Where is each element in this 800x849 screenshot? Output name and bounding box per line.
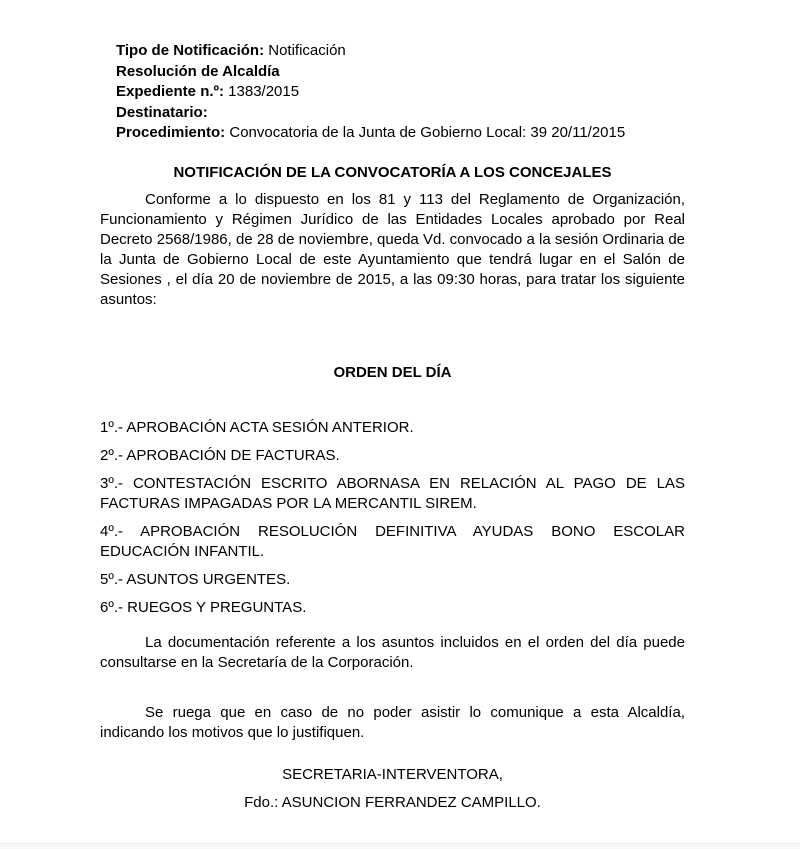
page-bottom-edge (0, 843, 800, 849)
closing-paragraph-absence: Se ruega que en caso de no poder asistir lo comunique a esta Alcaldía, indicando los motivos que lo justifiquen. (100, 703, 685, 741)
agenda-item-3: 3º.- CONTESTACIÓN ESCRITO ABORNASA EN RELACIÓN AL PAGO DE LAS FACTURAS IMPAGADAS POR LA MERCANTIL SIREM. (100, 474, 685, 512)
meta-label: Tipo de Notificación: (116, 42, 265, 59)
meta-label: Resolución de Alcaldía (116, 62, 280, 80)
signature-name: Fdo.: ASUNCION FERRANDEZ CAMPILLO. (244, 793, 541, 811)
document-title: NOTIFICACIÓN DE LA CONVOCATORÍA A LOS CONCEJALES (173, 163, 612, 181)
meta-line-resolucion-alcaldia (116, 62, 685, 83)
intro-paragraph: Conforme a lo dispuesto en los 81 y 113 del Reglamento de Organización, Funcionamiento y Régimen Jurídico de las Entidades Locales aprobado por Real Decreto 2568/1986, de 28 de noviembre, queda Vd. convocado a la sesión Ordinaria de la Junta de Gobierno Local de este Ayuntamiento que tendrá lugar en el Salón de Sesiones , el día 20 de noviembre de 2015, a las 09:30 horas, para tratar los siguiente asuntos: (100, 190, 685, 308)
meta-line-expediente (116, 82, 685, 103)
agenda-heading: ORDEN DEL DÍA (333, 363, 452, 381)
meta-label: Destinatario: (116, 103, 208, 121)
closing-paragraph-documentation: La documentación referente a los asuntos incluidos en el orden del día puede consultarse en la Secretaría de la Corporación. (100, 633, 685, 671)
signature-role: SECRETARIA-INTERVENTORA, (282, 765, 503, 783)
meta-label: Expediente n.º: (116, 83, 224, 100)
document-meta-block (116, 41, 685, 144)
agenda-item-6: 6º.- RUEGOS Y PREGUNTAS. (100, 598, 307, 616)
agenda-item-5: 5º.- ASUNTOS URGENTES. (100, 570, 291, 588)
meta-line-destinatario (116, 103, 685, 124)
meta-label: Procedimiento: (116, 124, 226, 141)
agenda-item-4: 4º.- APROBACIÓN RESOLUCIÓN DEFINITIVA AYUDAS BONO ESCOLAR EDUCACIÓN INFANTIL. (100, 522, 685, 560)
agenda-item-2: 2º.- APROBACIÓN DE FACTURAS. (100, 446, 340, 464)
meta-value: Convocatoria de la Junta de Gobierno Local: 39 20/11/2015 (225, 124, 626, 141)
agenda-item-1: 1º.- APROBACIÓN ACTA SESIÓN ANTERIOR. (100, 418, 414, 436)
meta-line-tipo-notificacion (116, 41, 685, 62)
meta-value: Notificación (264, 42, 346, 59)
meta-value: 1383/2015 (224, 83, 300, 100)
notification-document (100, 41, 685, 813)
meta-line-procedimiento (116, 123, 685, 144)
agenda-list (100, 418, 685, 618)
